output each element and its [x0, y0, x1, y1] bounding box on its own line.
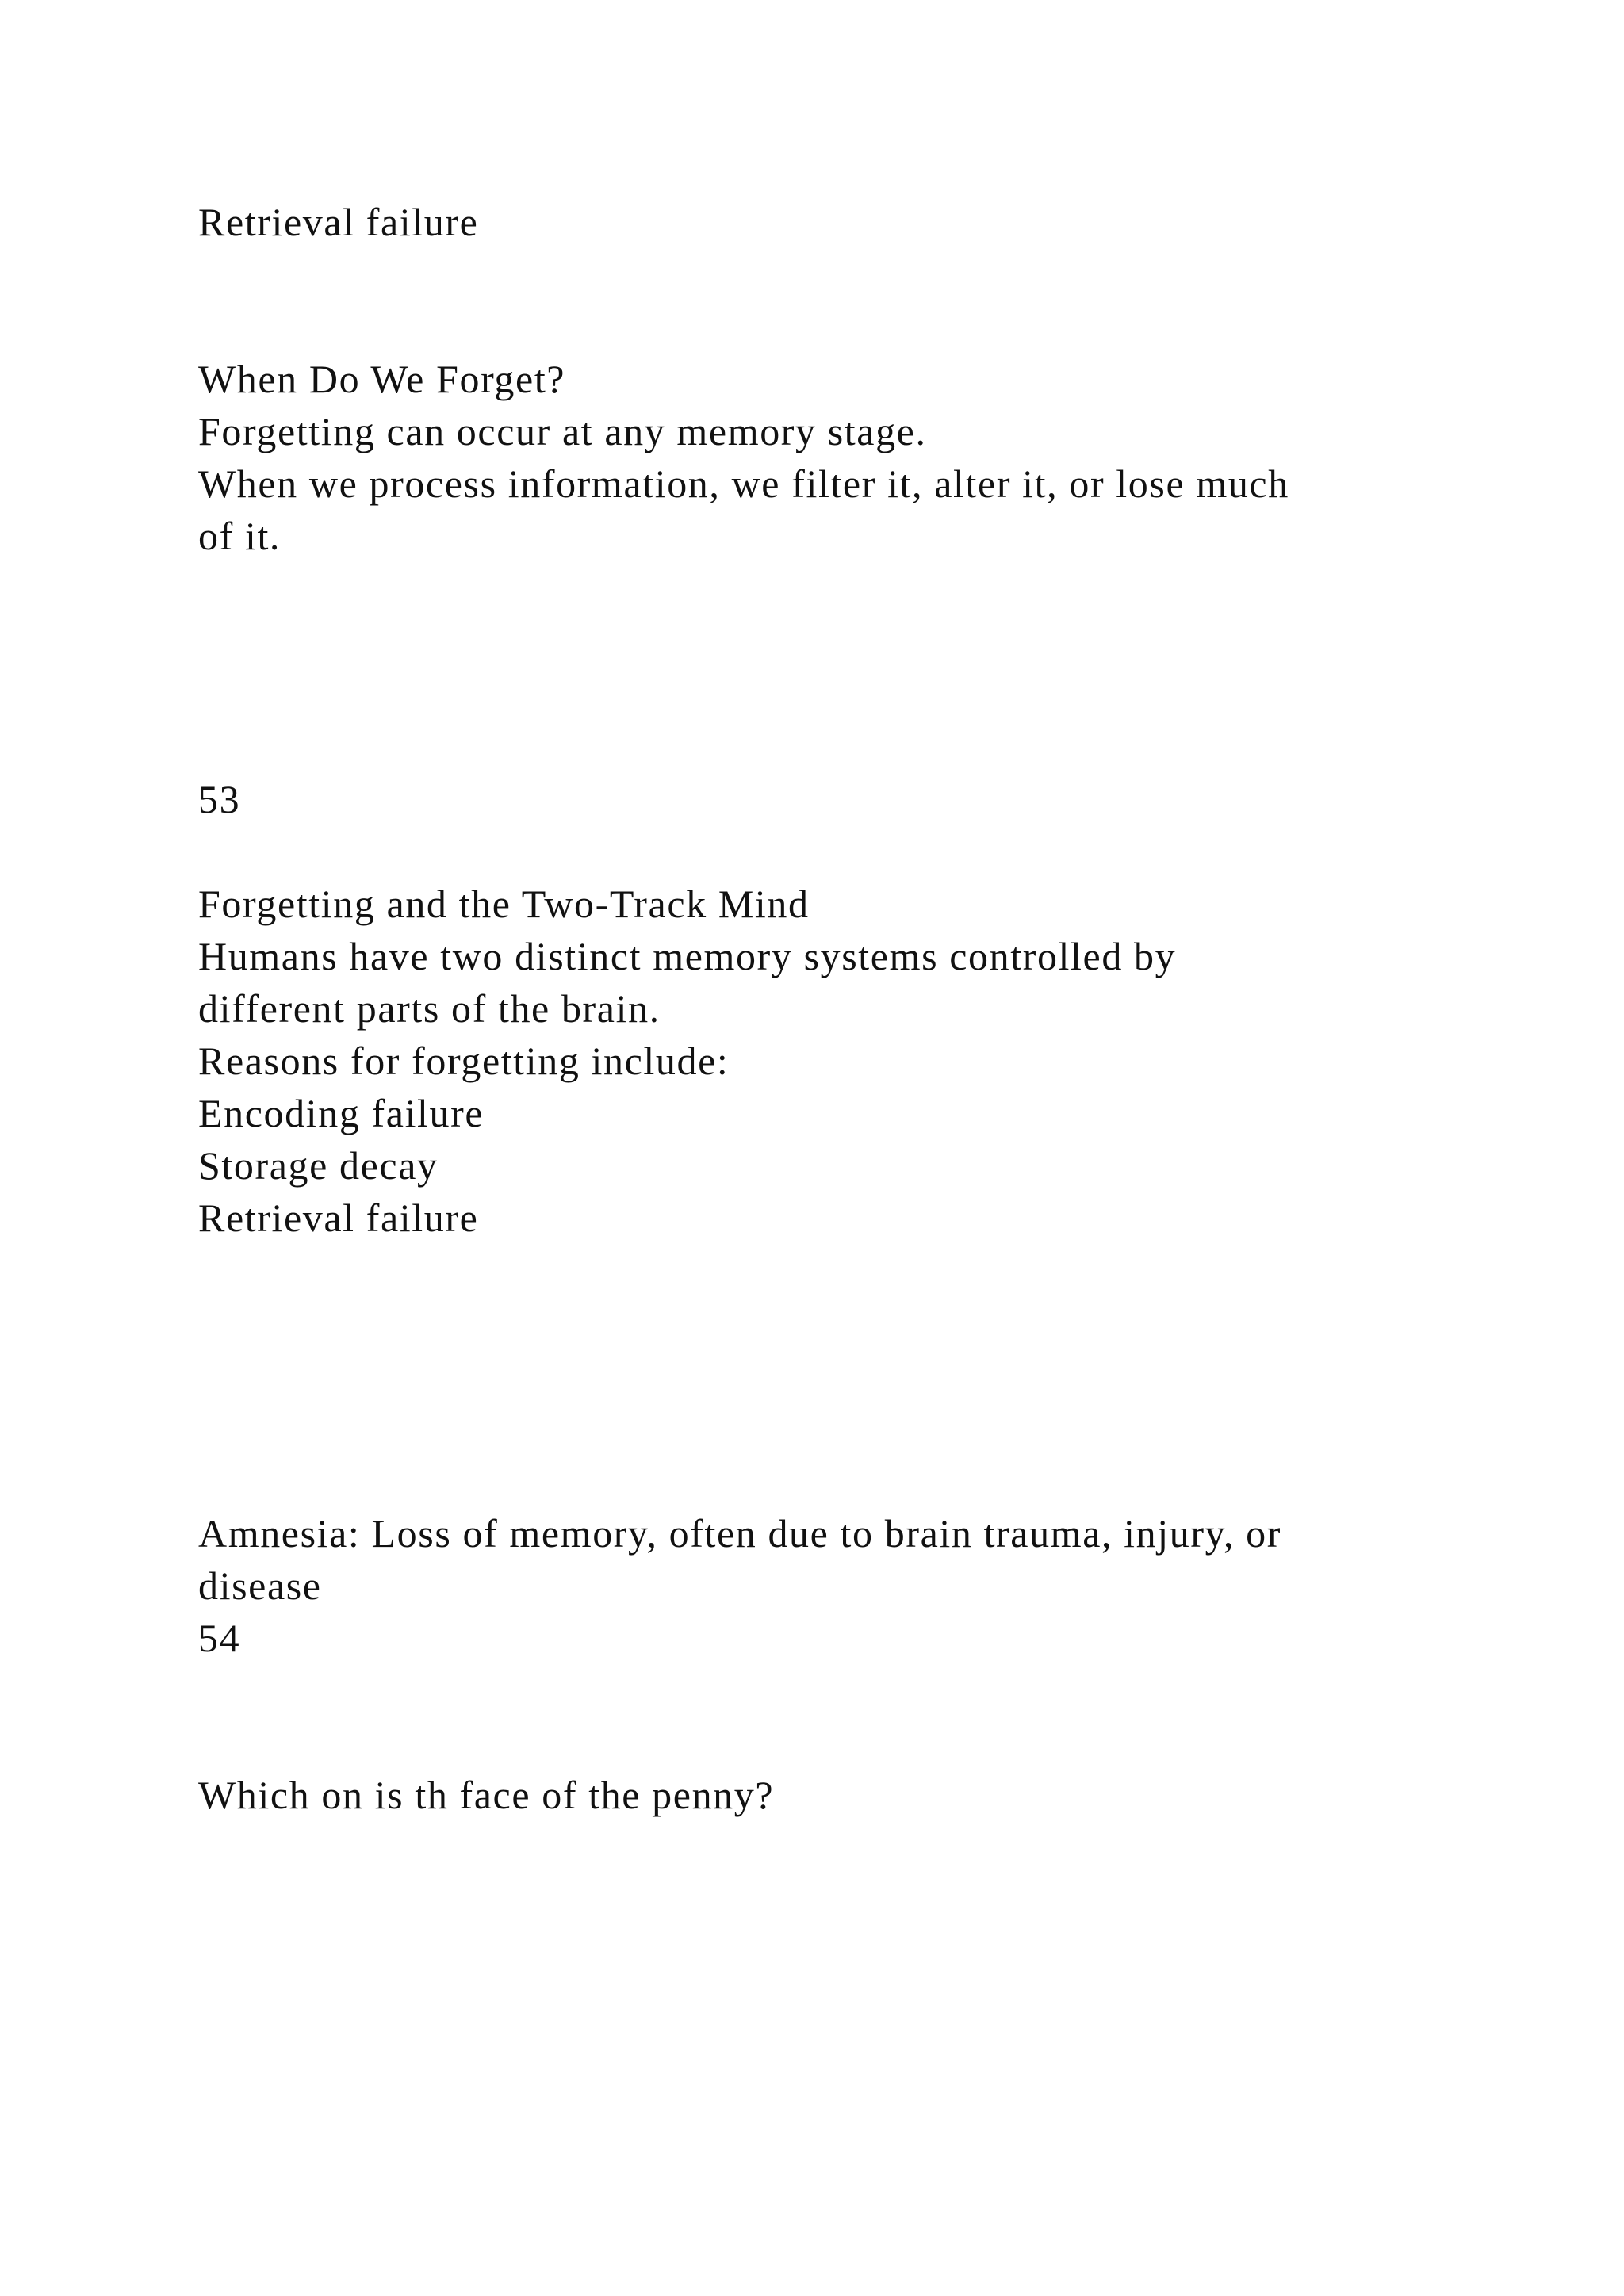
list-item-retrieval-failure: Retrieval failure	[198, 1196, 479, 1240]
text-line-forgetting-any-stage: Forgetting can occur at any memory stage.	[198, 409, 927, 453]
text-line-disease: disease	[198, 1563, 322, 1608]
text-line-of-it: of it.	[198, 514, 282, 558]
list-item-encoding-failure: Encoding failure	[198, 1091, 485, 1135]
page-number-53: 53	[198, 777, 241, 821]
text-line-reasons-for-forgetting: Reasons for forgetting include:	[198, 1039, 730, 1083]
heading-when-do-we-forget: When Do We Forget?	[198, 357, 566, 401]
text-line-process-information: When we process information, we filter it, alter it, or lose much	[198, 461, 1289, 506]
heading-two-track-mind: Forgetting and the Two-Track Mind	[198, 882, 810, 926]
text-line-retrieval-failure-top: Retrieval failure	[198, 200, 479, 244]
page-number-54: 54	[198, 1616, 241, 1660]
text-line-parts-of-brain: different parts of the brain.	[198, 986, 661, 1031]
text-line-two-memory-systems: Humans have two distinct memory systems controlled by	[198, 934, 1177, 978]
list-item-storage-decay: Storage decay	[198, 1143, 439, 1188]
text-line-amnesia: Amnesia: Loss of memory, often due to brain trauma, injury, or	[198, 1511, 1282, 1556]
text-line-penny-question: Which on is th face of the penny?	[198, 1773, 775, 1817]
